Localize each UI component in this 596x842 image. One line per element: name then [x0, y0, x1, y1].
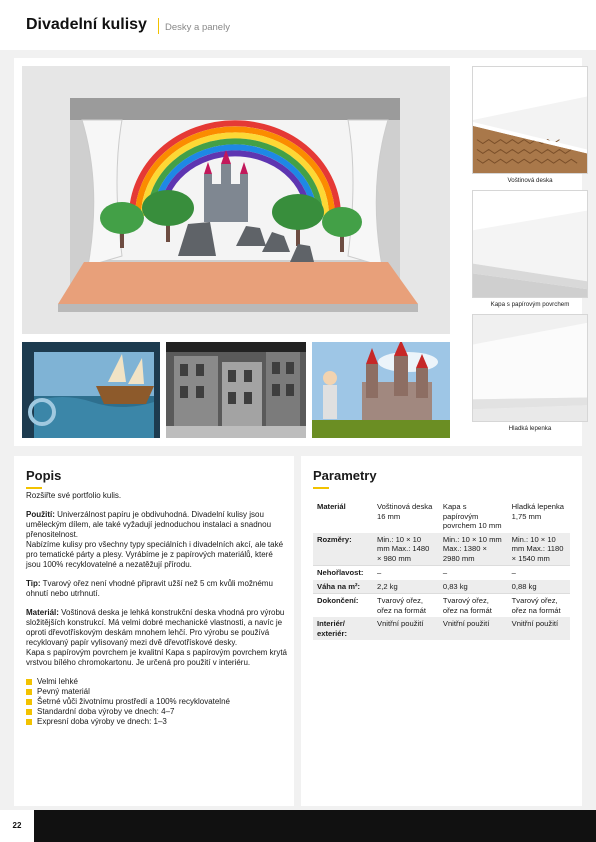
material-label: Materiál:: [26, 608, 59, 617]
table-cell: Hladká lepenka 1,75 mm: [511, 502, 565, 521]
row-label: Interiér/ exteriér:: [313, 617, 373, 640]
table-cell: –: [508, 566, 570, 580]
row-label: Nehořlavost:: [313, 566, 373, 580]
photo-gallery: [14, 58, 582, 446]
table-cell: Tvarový ořez, ořez na formát: [508, 594, 570, 618]
feature-list: [26, 677, 288, 727]
usage-text-2: Nabízíme kulisy pro všechny typy speciálních i divadelních akcí, ale také pro tematické párty a plesy. Vyrábíme je z papírových materiálů, které jsou 100% recyklovatelné a nezatěžují přírodu.: [26, 540, 284, 569]
heading-accent-line: [26, 487, 42, 489]
foam-board-icon: [472, 190, 588, 298]
table-cell: Min.: 10 × 10 mm Max.: 1380 × 2980 mm: [439, 533, 508, 566]
page-footer: [0, 810, 596, 842]
table-cell: Min.: 10 × 10 mm Max.: 1180 × 1540 mm: [508, 533, 570, 566]
tip-label: Tip:: [26, 579, 41, 588]
table-row: [313, 566, 570, 580]
sample-caption: Kapa s papírovým povrchem: [490, 301, 570, 308]
table-row: [313, 500, 570, 533]
table-row: [313, 580, 570, 594]
bullet-square-icon: [26, 679, 32, 685]
material-text: Voštinová deska je lehká konstrukční deska vhodná pro výrobu složitějších konstrukcí. Má velmi dobré mechanické vlastnosti, a navíc je oproti dřevotřískovým deskám mnohem lehčí. Pro výrobu se používá recyklovaný papír vylisovaný mezi dvě dřevotřískové desky.: [26, 608, 285, 647]
description-material: [26, 608, 288, 668]
list-item: [26, 677, 288, 687]
table-cell: 2,2 kg: [373, 580, 439, 594]
list-item: [26, 707, 288, 717]
table-cell: 0,83 kg: [439, 580, 508, 594]
table-cell: Min.: 10 × 10 mm Max.: 1480 × 980 mm: [373, 533, 439, 566]
parameters-heading: Parametry: [313, 468, 377, 483]
ship-backdrop-image: [22, 342, 160, 438]
heading-accent-line: [313, 487, 329, 489]
row-label: Váha na m²:: [313, 580, 373, 594]
feature-text: Standardní doba výroby ve dnech: 4–7: [37, 707, 175, 716]
honeycomb-board-icon: [472, 66, 588, 174]
page-header: [0, 0, 596, 50]
row-label: Rozměry:: [313, 533, 373, 566]
list-item: [26, 687, 288, 697]
stage-render-image: [22, 66, 450, 334]
description-heading: Popis: [26, 468, 62, 483]
table-cell: Vnitřní použití: [373, 617, 439, 640]
page-title: Divadelní kulisy: [26, 16, 147, 33]
description-usage: [26, 510, 288, 570]
sample-honeycomb-board: [472, 66, 588, 184]
table-row: [313, 533, 570, 566]
bullet-square-icon: [26, 709, 32, 715]
row-label: Materiál: [317, 502, 346, 511]
feature-text: Šetrné vůči životnímu prostředí a 100% recyklovatelné: [37, 697, 230, 706]
description-intro: Rozšiřte své portfolio kulis.: [26, 491, 122, 500]
sample-smooth-cardboard: [472, 314, 588, 432]
page-number: 22: [0, 810, 34, 842]
usage-label: Použití:: [26, 510, 55, 519]
sample-caption: Hladká lepenka: [508, 425, 552, 432]
parameters-table: [313, 500, 570, 640]
list-item: [26, 697, 288, 707]
table-cell: Tvarový ořez, ořez na formát: [373, 594, 439, 618]
bullet-square-icon: [26, 699, 32, 705]
table-cell: 0,88 kg: [508, 580, 570, 594]
sample-foam-board: [472, 190, 588, 308]
table-cell: Tvarový ořez, ořez na formát: [439, 594, 508, 618]
description-body: [26, 491, 288, 727]
table-cell: –: [439, 566, 508, 580]
table-cell: –: [373, 566, 439, 580]
material-text-2: Kapa s papírovým povrchem je kvalitní Kapa s papírovým povrchem krytá vrstvou bílého chromokartonu. Je určená pro použití v interiéru.: [26, 648, 287, 667]
table-cell: Voštinová deska 16 mm: [377, 502, 433, 521]
smooth-cardboard-icon: [472, 314, 588, 422]
description-tip: [26, 579, 288, 599]
description-card: [14, 456, 294, 806]
sample-caption: Voštinová deska: [507, 177, 553, 184]
castle-backdrop-image: [312, 342, 450, 438]
table-cell: Kapa s papírovým povrchem 10 mm: [442, 502, 502, 530]
bullet-square-icon: [26, 689, 32, 695]
street-backdrop-image: [166, 342, 306, 438]
tip-text: Tvarový ořez není vhodné připravit užší než 5 cm kvůli možnému ohnutí nebo utrhnutí.: [26, 579, 273, 598]
page-subtitle: Desky a panely: [165, 22, 230, 33]
usage-text: Univerzálnost papíru je obdivuhodná. Divadelní kulisy jsou uměleckým dílem, ale také vyžadují jednoduchou instalaci a snadnou přenositelnost.: [26, 510, 272, 539]
list-item: [26, 717, 288, 727]
table-row: [313, 594, 570, 618]
feature-text: Expresní doba výroby ve dnech: 1–3: [37, 717, 167, 726]
table-cell: Vnitřní použití: [508, 617, 570, 640]
row-label: Dokončení:: [313, 594, 373, 618]
feature-text: Pevný materiál: [37, 687, 90, 696]
parameters-card: [301, 456, 582, 806]
title-divider: [158, 18, 159, 34]
feature-text: Velmi lehké: [37, 677, 78, 686]
table-row: [313, 617, 570, 640]
table-cell: Vnitřní použití: [439, 617, 508, 640]
bullet-square-icon: [26, 719, 32, 725]
